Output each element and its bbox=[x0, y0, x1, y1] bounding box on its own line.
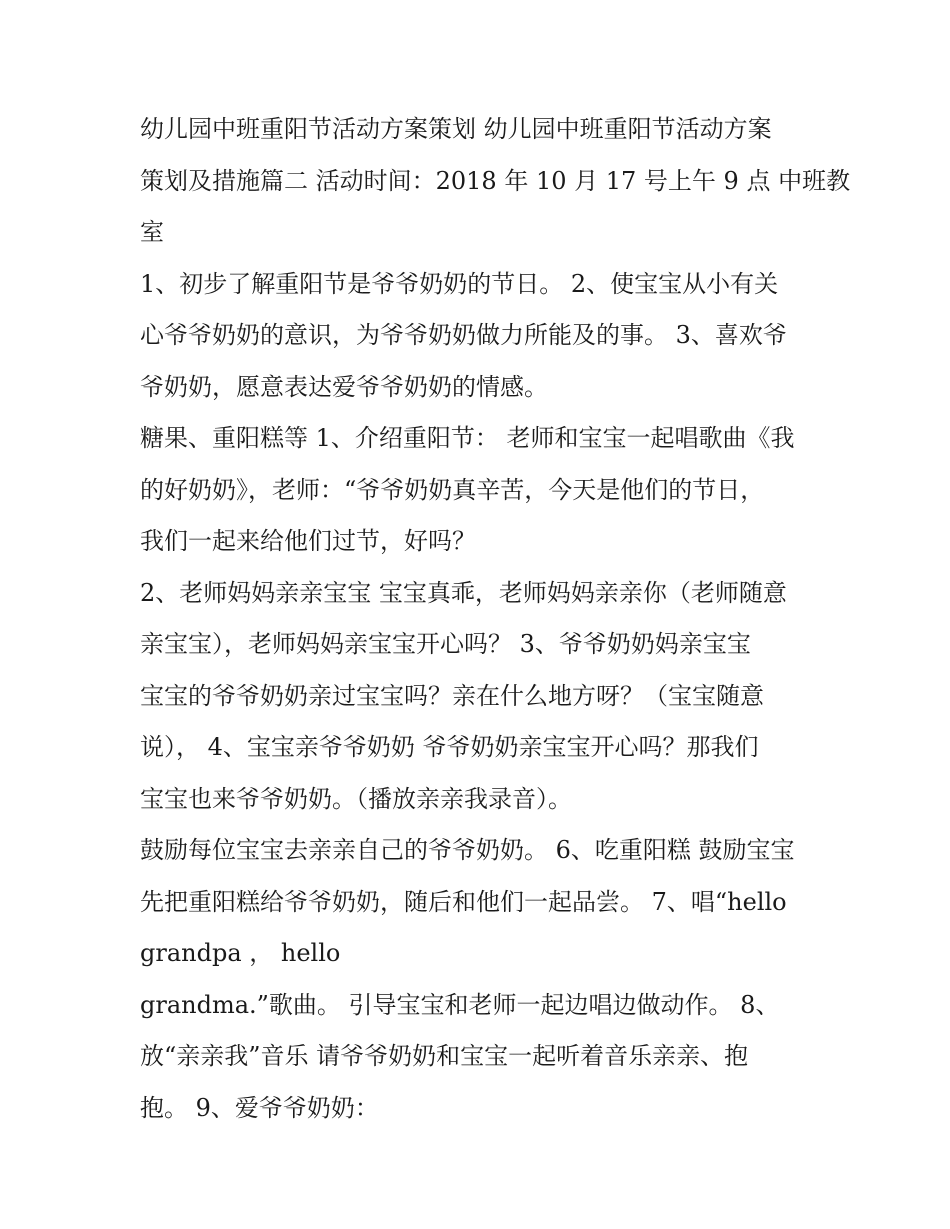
text-line: grandpa ， hello bbox=[140, 939, 341, 967]
text-line: 我们一起来给他们过节，好吗？ bbox=[140, 527, 476, 555]
text-line: 策划及措施篇二 活动时间：2018 年 10 月 17 号上午 9 点 中班教 bbox=[140, 166, 851, 195]
paragraph-preparation bbox=[140, 413, 820, 568]
text-line: 宝宝也来爷爷奶奶。（播放亲亲我录音）。 bbox=[140, 784, 572, 813]
paragraph-goals bbox=[140, 259, 820, 414]
text-line: 糖果、重阳糕等 1、介绍重阳节： 老师和宝宝一起唱歌曲《我 bbox=[140, 424, 795, 452]
text-line: 鼓励每位宝宝去亲亲自己的爷爷奶奶。 6、吃重阳糕 鼓励宝宝 bbox=[140, 836, 795, 864]
document-body bbox=[140, 104, 851, 1134]
text-line: 室 bbox=[140, 218, 164, 246]
text-line: 放“亲亲我”音乐 请爷爷奶奶和宝宝一起听着音乐亲亲、抱 bbox=[140, 1042, 749, 1070]
text-line: 心爷爷奶奶的意识，为爷爷奶奶做力所能及的事。 3、喜欢爷 bbox=[140, 321, 787, 349]
text-line: 2、老师妈妈亲亲宝宝 宝宝真乖，老师妈妈亲亲你（老师随意 bbox=[140, 578, 787, 607]
paragraph-process bbox=[140, 568, 820, 826]
text-line: 说）， 4、宝宝亲爷爷奶奶 爷爷奶奶亲宝宝开心吗？那我们 bbox=[140, 733, 759, 761]
text-line: 爷奶奶，愿意表达爱爷爷奶奶的情感。 bbox=[140, 372, 548, 401]
text-line: 先把重阳糕给爷爷奶奶，随后和他们一起品尝。 7、唱“hello bbox=[140, 887, 787, 916]
paragraph-activities bbox=[140, 825, 820, 1134]
paragraph-intro bbox=[140, 104, 851, 259]
text-line: 宝宝的爷爷奶奶亲过宝宝吗？亲在什么地方呀？（宝宝随意 bbox=[140, 681, 764, 710]
text-line: 亲宝宝），老师妈妈亲宝宝开心吗？ 3、爷爷奶奶妈亲宝宝 bbox=[140, 630, 751, 658]
text-line: grandma.”歌曲。 引导宝宝和老师一起边唱边做动作。 8、 bbox=[140, 990, 780, 1019]
text-line: 的好奶奶》，老师：“爷爷奶奶真辛苦，今天是他们的节日， bbox=[140, 475, 765, 504]
text-line: 1、初步了解重阳节是爷爷奶奶的节日。 2、使宝宝从小有关 bbox=[140, 269, 779, 298]
text-line: 幼儿园中班重阳节活动方案策划 幼儿园中班重阳节活动方案 bbox=[140, 115, 772, 143]
text-line: 抱。 9、爱爷爷奶奶： bbox=[140, 1093, 379, 1122]
